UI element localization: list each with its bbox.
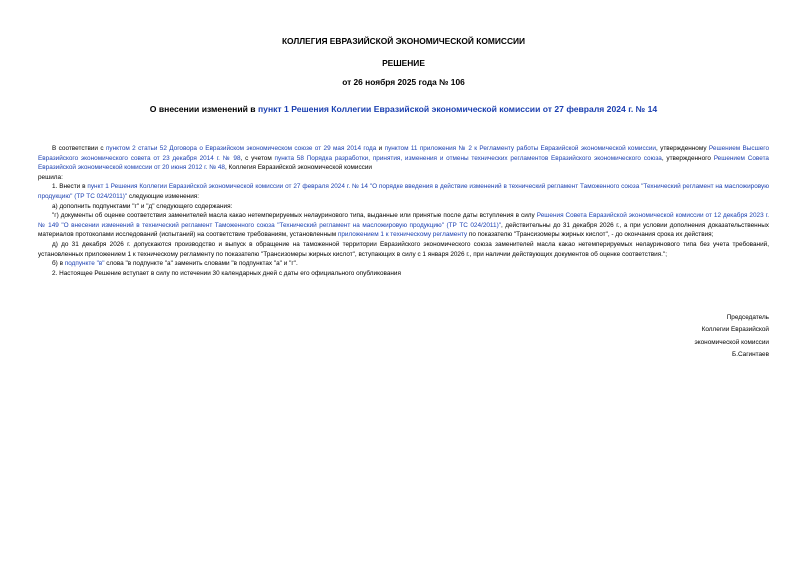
subject-prefix: О внесении изменений в	[149, 104, 258, 114]
signature-position: Председатель	[726, 314, 769, 321]
preamble-text-3: , утвержденному	[655, 145, 709, 152]
item-1-text-2: следующие изменения:	[127, 192, 200, 200]
preamble-link-procedure[interactable]: пункта 58 Порядка разработки, принятия, изменения и отмены технических регламентов Евразийского экономического союза	[274, 154, 662, 162]
subitem-d: д) до 31 декабря 2026 г. допускаются производство и выпуск в обращение на таможенной территории Евразийского экономического союза заменителей масла какао нетемперируемых нелауринового типа без учета требований, установленных приложением 1 к техническому регламенту по показателю "Трансизомеры жирных кислот", вступающих в силу с 1 января 2026 г., при наличии действующих документов об оценке соответствия.";	[38, 240, 769, 258]
item-1-link[interactable]: пункт 1 Решения Коллегии Евразийской экономической комиссии от 27 февраля 2024 г. № 14 "О порядке введения в действие изменений в технический регламент Таможенного союза "Технический регламент на масложировую продукцию" (ТР ТС 024/2011)"	[38, 183, 769, 200]
subitem-g-text-3: по показателю "Трансизомеры жирных кислот", - до окончания срока их действия;	[467, 231, 714, 239]
signature-block	[695, 312, 770, 362]
preamble-text-5: , утвержденного	[661, 154, 714, 162]
subitem-a: а) дополнить подпунктами "г" и "д" следующего содержания:	[52, 202, 233, 210]
preamble-link-council-decision[interactable]: Решением Совета Евразийской экономической комиссии от 20 июня 2012 г. № 48	[38, 154, 769, 172]
item-1-paragraph	[38, 182, 769, 201]
subitem-g-link-decision[interactable]: Решения Совета Евразийской экономической комиссии от 12 декабря 2023 г. № 149 "О внесении изменений в технический регламент Таможенного союза "Технический регламент на масложировую продукцию" (ТР ТС 024/2011)"	[38, 212, 769, 229]
subitem-b-text-2: слова "в подпункте "а" заменить словами "в подпунктах "а" и "г".	[104, 260, 298, 268]
preamble-paragraph	[38, 144, 769, 173]
preamble-link-supreme-council[interactable]: Решением Высшего Евразийского экономического совета от 23 декабря 2014 г. № 98	[38, 145, 770, 162]
subitem-b-link[interactable]: подпункте "в"	[64, 260, 105, 268]
subitem-b-text-1: б) в	[52, 260, 65, 268]
document-date-number: от 26 ноября 2025 года № 106	[342, 77, 465, 87]
document-subject	[0, 104, 807, 114]
document-type: РЕШЕНИЕ	[382, 58, 425, 68]
item-2-paragraph: 2. Настоящее Решение вступает в силу по истечении 30 календарных дней с даты его официального опубликования	[52, 269, 401, 277]
preamble-link-reglament[interactable]: пунктом 11 приложения № 2 к Регламенту работы Евразийской экономической комиссии	[384, 145, 656, 152]
signature-name: Б.Сагинтаев	[732, 351, 769, 359]
decided-label: решила:	[38, 173, 63, 181]
item-1-text-1: 1. Внести в	[52, 183, 88, 191]
subitem-g	[38, 211, 769, 240]
subitem-g-text-1: "г) документы об оценке соответствия заменителей масла какао нетемперируемых нелауринового типа, выданные или принятые после даты вступления в силу	[52, 212, 537, 220]
preamble-text-2: и	[376, 145, 385, 152]
subitem-b	[38, 259, 769, 269]
document-body	[38, 144, 769, 278]
subject-link[interactable]: пункт 1 Решения Коллегии Евразийской экономической комиссии от 27 февраля 2024 г. № 14	[257, 104, 658, 114]
subitem-g-link-annex[interactable]: приложением 1 к техническому регламенту	[337, 231, 468, 239]
issuer-title: КОЛЛЕГИЯ ЕВРАЗИЙСКОЙ ЭКОНОМИЧЕСКОЙ КОМИССИИ	[281, 36, 526, 46]
signature-body-2: экономической комиссии	[694, 338, 769, 346]
preamble-text-6: , Коллегия Евразийской экономической комиссии	[224, 164, 373, 172]
preamble-link-treaty[interactable]: пунктом 2 статьи 52 Договора о Евразийском экономическом союзе от 29 мая 2014 года	[105, 145, 377, 152]
preamble-text-4: , с учетом	[240, 154, 275, 162]
subitem-g-text-2: , действительны до 31 декабря 2026 г., а при условии дополнения доказательственных материалов протоколами исследований (испытаний) на соответствие требованиям, установленным	[38, 221, 769, 239]
preamble-text-1: В соответствии с	[52, 145, 106, 152]
signature-body: Коллегии Евразийской	[701, 326, 769, 334]
